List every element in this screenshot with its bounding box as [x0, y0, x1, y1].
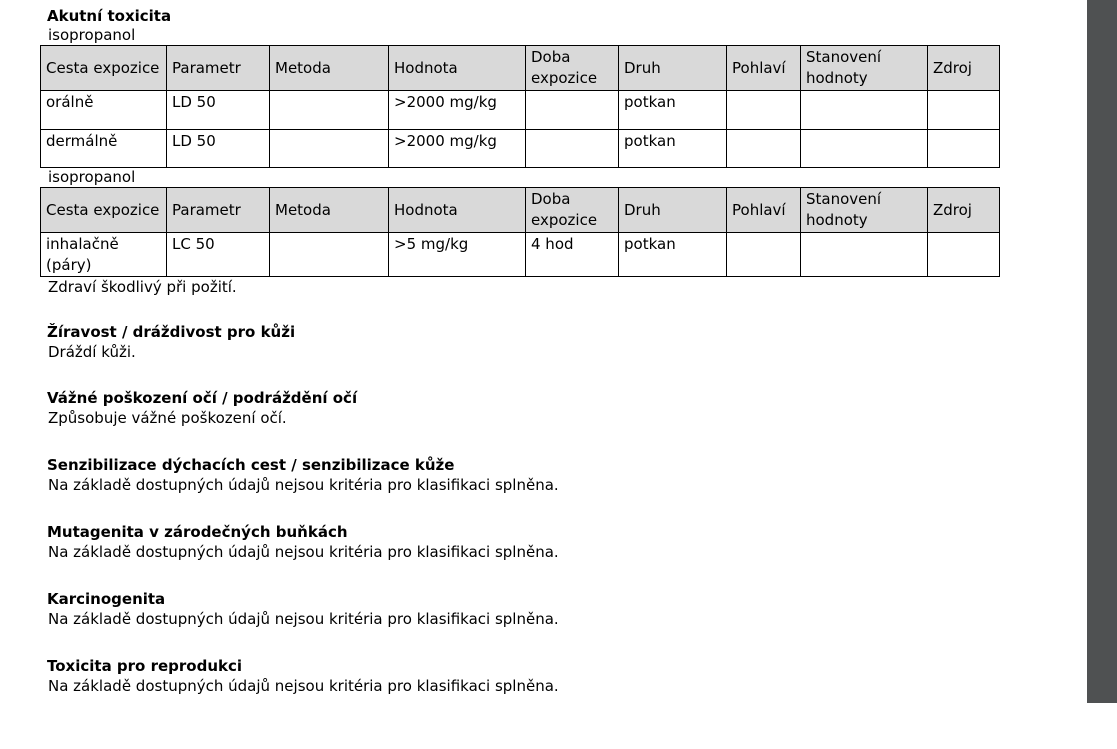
- header-cell: Parametr: [167, 46, 270, 91]
- table-cell: >2000 mg/kg: [389, 130, 526, 168]
- header-cell: Doba expozice: [526, 46, 619, 91]
- header-cell: Hodnota: [389, 46, 526, 91]
- table-cell: [270, 130, 389, 168]
- table-cell: [801, 130, 928, 168]
- table-cell: [526, 130, 619, 168]
- section-title: Senzibilizace dýchacích cest / senzibilizace kůže: [47, 456, 455, 474]
- table-cell: LD 50: [167, 91, 270, 130]
- table-row: [41, 130, 1000, 168]
- substance-label-2: isopropanol: [48, 168, 136, 186]
- section-title: Mutagenita v zárodečných buňkách: [47, 523, 348, 541]
- section-text: Způsobuje vážné poškození očí.: [48, 409, 287, 427]
- section-title: Vážné poškození očí / podráždění očí: [47, 389, 358, 407]
- table-cell: [928, 91, 1000, 130]
- table-cell: potkan: [619, 91, 727, 130]
- table-cell: [727, 233, 801, 277]
- table-cell: [928, 130, 1000, 168]
- header-cell: Hodnota: [389, 188, 526, 233]
- section-text: Na základě dostupných údajů nejsou kritéria pro klasifikaci splněna.: [48, 476, 559, 494]
- section-text: Dráždí kůži.: [48, 343, 136, 361]
- table-cell: dermálně: [41, 130, 167, 168]
- table-cell: >2000 mg/kg: [389, 91, 526, 130]
- acute-toxicity-table-1: [40, 45, 1000, 168]
- section-skin-corrosion: [47, 322, 1007, 363]
- table-cell: [727, 91, 801, 130]
- header-cell: Druh: [619, 188, 727, 233]
- table-cell: LC 50: [167, 233, 270, 277]
- header-cell: Metoda: [270, 188, 389, 233]
- header-cell: Metoda: [270, 46, 389, 91]
- header-cell: Doba expozice: [526, 188, 619, 233]
- table-cell: [928, 233, 1000, 277]
- header-cell: Druh: [619, 46, 727, 91]
- table-row: [41, 91, 1000, 130]
- section-text: Na základě dostupných údajů nejsou kritéria pro klasifikaci splněna.: [48, 543, 559, 561]
- header-cell: Parametr: [167, 188, 270, 233]
- header-cell: Stanovení hodnoty: [801, 46, 928, 91]
- header-cell: Pohlaví: [727, 46, 801, 91]
- section-text: Na základě dostupných údajů nejsou kritéria pro klasifikaci splněna.: [48, 610, 559, 628]
- table-cell: potkan: [619, 233, 727, 277]
- table-cell: [526, 91, 619, 130]
- header-cell: Cesta expozice: [41, 188, 167, 233]
- section-title: Toxicita pro reprodukci: [47, 657, 243, 675]
- section-text: Na základě dostupných údajů nejsou kritéria pro klasifikaci splněna.: [48, 677, 559, 695]
- section-title-acute-toxicity: Akutní toxicita: [47, 7, 172, 25]
- acute-toxicity-note: Zdraví škodlivý při požití.: [48, 278, 237, 296]
- viewer-bottom-margin: [0, 703, 1117, 749]
- table-cell: potkan: [619, 130, 727, 168]
- table-cell: [801, 233, 928, 277]
- section-carcinogenicity: [47, 589, 1007, 630]
- table-cell: inhalačně (páry): [41, 233, 167, 277]
- substance-label-1: isopropanol: [48, 26, 136, 44]
- acute-toxicity-table-2: [40, 187, 1000, 277]
- table-cell: >5 mg/kg: [389, 233, 526, 277]
- table-cell: LD 50: [167, 130, 270, 168]
- table-row: [41, 233, 1000, 277]
- table-header-row: [41, 188, 1000, 233]
- section-mutagenicity: [47, 522, 1007, 563]
- section-title: Karcinogenita: [47, 590, 166, 608]
- table-cell: [270, 91, 389, 130]
- header-cell: Stanovení hodnoty: [801, 188, 928, 233]
- header-cell: Zdroj: [928, 46, 1000, 91]
- table-cell: [801, 91, 928, 130]
- table-cell: [727, 130, 801, 168]
- header-cell: Cesta expozice: [41, 46, 167, 91]
- table-header-row: [41, 46, 1000, 91]
- table-cell: [270, 233, 389, 277]
- section-eye-damage: [47, 388, 1007, 429]
- header-cell: Zdroj: [928, 188, 1000, 233]
- header-cell: Pohlaví: [727, 188, 801, 233]
- vertical-scrollbar[interactable]: [1087, 0, 1117, 703]
- document-page: [47, 6, 1007, 697]
- section-reproductive-toxicity: [47, 656, 1007, 697]
- section-sensitisation: [47, 455, 1007, 496]
- section-title: Žíravost / dráždivost pro kůži: [47, 323, 296, 341]
- table-cell: 4 hod: [526, 233, 619, 277]
- table-cell: orálně: [41, 91, 167, 130]
